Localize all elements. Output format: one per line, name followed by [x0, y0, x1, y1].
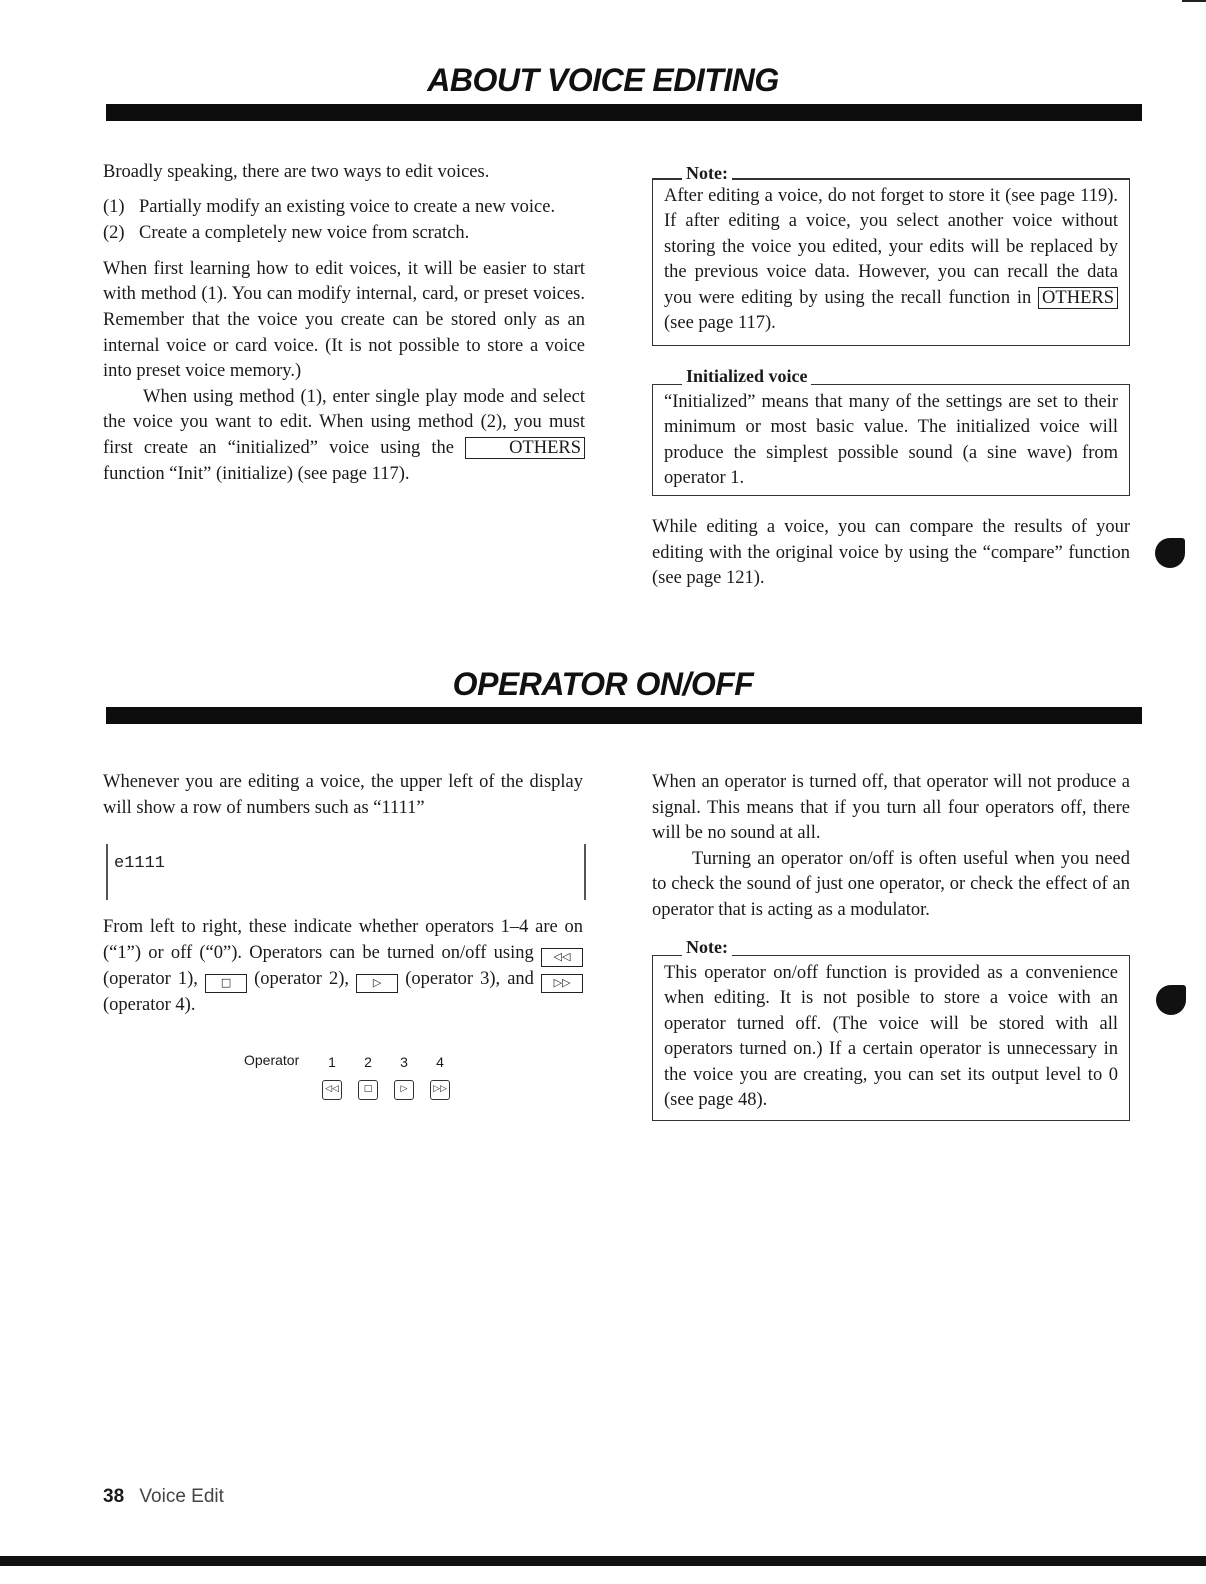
- method-steps-end: function “Init” (initialize) (see page 117).: [103, 463, 410, 484]
- operator-off-paragraph: When an operator is turned off, that operator will not produce a signal. This means that if you turn all four operators off, there will be no sound at all.: [652, 772, 1130, 844]
- right-column-operator: [652, 770, 1130, 933]
- page-number: 38: [103, 1486, 125, 1507]
- initialized-text: “Initialized” means that many of the settings are set to their minimum or most basic value. The initialized voice will produce the simplest possible sound (a sine wave) from operator 1.: [664, 392, 1118, 489]
- list-item: [103, 221, 585, 247]
- desc-text: (operator 4).: [103, 994, 196, 1015]
- note-box-store: [652, 178, 1130, 346]
- list-number: (1): [103, 196, 125, 217]
- operator-figure: [240, 1050, 480, 1110]
- note-text: After editing a voice, do not forget to store it (see page 119). If after editing a voice, you select another voice without storing the voice you edited, your edits will be replaced by the previous voice data. However, you can recall the data you were editing by using the recall function in: [664, 186, 1118, 308]
- note-box-initialized: [652, 384, 1130, 496]
- rewind-button-icon: ◁◁: [322, 1080, 342, 1100]
- left-column-voice-editing: [103, 160, 585, 496]
- others-key-label: OTHERS: [465, 437, 585, 459]
- operator-check-paragraph: Turning an operator on/off is often useful when you need to check the sound of just one operator, or check the effect of an operator that is acting as a modulator.: [652, 848, 1130, 920]
- desc-text: (operator 3), and: [405, 968, 534, 989]
- play-key-icon: ▷: [356, 974, 398, 993]
- list-text: Partially modify an existing voice to create a new voice.: [139, 196, 556, 217]
- desc-text: (operator 2),: [254, 968, 350, 989]
- others-key-label: OTHERS: [1038, 287, 1118, 309]
- lcd-readout: e1111: [114, 854, 166, 873]
- initialized-heading: Initialized voice: [682, 366, 811, 387]
- desc-text: (operator 1),: [103, 968, 198, 989]
- corner-mark: [1182, 0, 1206, 2]
- note-heading: Note:: [682, 163, 732, 184]
- operator-number: 3: [400, 1054, 408, 1070]
- compare-text: While editing a voice, you can compare the results of your editing with the original voice by using the “compare” function (see page 121).: [652, 517, 1130, 589]
- operator-description-text: [103, 915, 583, 1018]
- left-column-operator: [103, 770, 583, 830]
- method-steps-text: When using method (1), enter single play mode and select the voice you want to edit. When using method (2), you must first create an “initialized” voice using the: [103, 386, 585, 458]
- section-title-operator: OPERATOR ON/OFF: [452, 666, 754, 702]
- note-text: This operator on/off function is provided as a convenience when editing. It is not posible to store a voice with an operator turned off. (The voice will be stored with all operators turned on.) If a certain operator is unnecessary in the voice you are creating, you can set its output level to 0 (see page 48).: [664, 963, 1118, 1111]
- list-text: Create a completely new voice from scratch.: [139, 223, 470, 244]
- section-title-voice-editing: ABOUT VOICE EDITING: [427, 62, 779, 98]
- thumb-tab-marker: [1155, 538, 1185, 568]
- desc-text: From left to right, these indicate whether operators 1–4 are on (“1”) or off (“0”). Operators can be turned on/off using: [103, 917, 583, 963]
- list-item: [103, 195, 585, 221]
- operator-intro: Whenever you are editing a voice, the upper left of the display will show a row of numbers such as “1111”: [103, 772, 583, 818]
- lcd-display: [106, 844, 586, 900]
- bottom-band: [0, 1556, 1206, 1566]
- operator-number: 4: [436, 1054, 444, 1070]
- note-heading: Note:: [682, 937, 732, 958]
- compare-paragraph: [652, 515, 1130, 601]
- page-footer: [103, 1486, 224, 1508]
- method-steps-paragraph: [103, 385, 585, 487]
- stop-key-icon: □: [205, 974, 247, 993]
- method-paragraph: When first learning how to edit voices, it will be easier to start with method (1). You can modify internal, card, or preset voices. Remember that the voice you create can be stored only as an internal voice or card voice. (It is not possible to store a voice into preset voice memory.): [103, 258, 585, 382]
- thumb-tab-marker: [1156, 985, 1186, 1015]
- rewind-key-icon: ◁◁: [541, 948, 583, 967]
- title-rule: [106, 104, 1142, 121]
- note-box-operator: [652, 955, 1130, 1121]
- operator-description: [103, 915, 583, 1027]
- list-number: (2): [103, 223, 125, 244]
- fast-forward-key-icon: ▷▷: [541, 974, 583, 993]
- footer-section-name: Voice Edit: [139, 1486, 224, 1507]
- operator-number: 2: [364, 1054, 372, 1070]
- intro-paragraph: Broadly speaking, there are two ways to edit voices.: [103, 162, 490, 182]
- fast-forward-button-icon: ▷▷: [430, 1080, 450, 1100]
- stop-button-icon: □: [358, 1080, 378, 1100]
- operator-figure-label: Operator: [244, 1052, 300, 1068]
- note-text-end: (see page 117).: [664, 313, 776, 334]
- play-button-icon: ▷: [394, 1080, 414, 1100]
- title-rule: [106, 707, 1142, 724]
- operator-number: 1: [328, 1054, 336, 1070]
